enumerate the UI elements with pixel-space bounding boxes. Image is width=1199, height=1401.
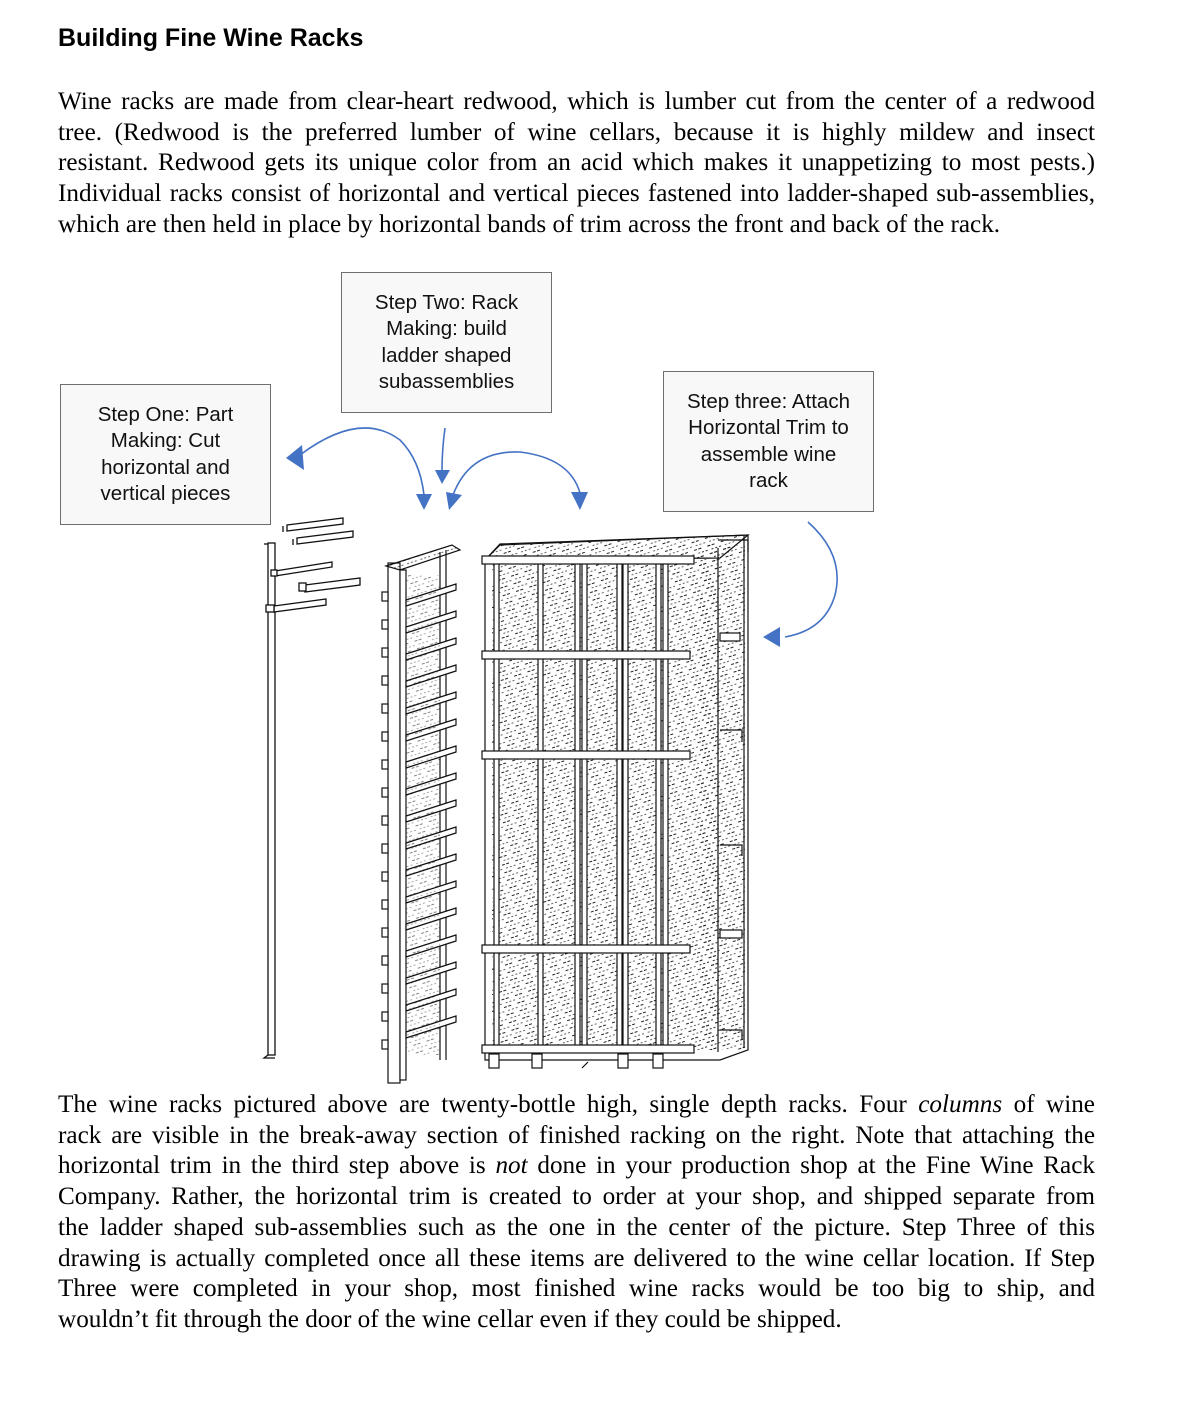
arrowhead-down-icon: [416, 494, 432, 510]
closing-line: the ladder shaped sub-assemblies such as the one in the center of the picture. Step Three of this: [58, 1213, 1095, 1241]
closing-line: Company. Rather, the horizontal trim is created to order at your shop, and shipped separate from: [58, 1183, 1095, 1211]
intro-line: Wine racks are made from clear-heart redwood, which is lumber cut from the center of a redwood: [58, 88, 1095, 115]
intro-line: which are then held in place by horizontal bands of trim across the front and back of the rack.: [58, 210, 1001, 238]
closing-line: [58, 1151, 1095, 1182]
step-one-line: vertical pieces: [100, 482, 231, 505]
step-three-line: rack: [749, 469, 788, 492]
arrowhead-left-icon: [763, 627, 780, 647]
step-one-line: Step One: Part: [97, 402, 234, 426]
step-three-line: assemble wine: [700, 442, 837, 466]
intro-line: tree. (Redwood is the preferred lumber of wine cellars, because it is highly mildew and insect: [58, 118, 1095, 146]
arrowhead-down-icon: [435, 470, 450, 484]
finished-rack-illustration: [482, 535, 748, 1068]
emphasis-not: not: [495, 1152, 528, 1180]
step-two-line: ladder shaped: [381, 343, 512, 367]
closing-line: drawing is actually completed once all these items are delivered to the wine cellar location. If Step: [58, 1244, 1095, 1272]
step-two-line: Step Two: Rack: [374, 290, 519, 314]
step-two-line: subassemblies: [378, 370, 515, 393]
emphasis-columns: columns: [918, 1091, 1003, 1118]
closing-line: rack are visible in the break-away section of finished racking on the right. Note that attaching the: [58, 1121, 1095, 1149]
page-title: Building Fine Wine Racks: [58, 24, 364, 52]
arrow-step2-to-rack: [453, 452, 580, 495]
arrowhead-down-icon: [446, 492, 462, 510]
arrow-step2-down: [442, 428, 445, 470]
text-run: The wine racks pictured above are twenty-bottle high, single depth racks. Four: [58, 1091, 919, 1118]
closing-line: wouldn’t fit through the door of the wine cellar even if they could be shipped.: [58, 1305, 842, 1333]
text-run: horizontal trim in the third step above is: [58, 1152, 496, 1180]
text-run: done in your production shop at the Fine Wine Rack: [527, 1152, 1095, 1180]
step-three-line: Step three: Attach: [687, 389, 850, 413]
text-run: of wine: [1002, 1091, 1095, 1118]
closing-line: [58, 1090, 1095, 1121]
step-one-line: Making: Cut: [110, 429, 221, 452]
step-one-line: horizontal and: [101, 455, 230, 479]
arrow-step1-to-subassembly: [300, 428, 424, 495]
arrowhead-left-icon: [286, 445, 304, 470]
closing-line: Three were completed in your shop, most finished wine racks would be too big to ship, and: [58, 1275, 1095, 1303]
step-three-box: [663, 371, 874, 512]
arrow-step3-to-rack: [785, 522, 837, 637]
step-two-line: Making: build: [386, 317, 507, 340]
arrowhead-down-icon: [571, 492, 588, 510]
step-one-box: [60, 384, 271, 525]
step-three-line: Horizontal Trim to: [688, 416, 849, 439]
intro-line: resistant. Redwood gets its unique color from an acid which makes it unappetizing to most pests.): [58, 149, 1095, 177]
closing-paragraph: [58, 1090, 1095, 1336]
step-two-box: [341, 272, 552, 413]
intro-line: Individual racks consist of horizontal and vertical pieces fastened into ladder-shaped sub-assemblies,: [58, 180, 1095, 208]
cut-pieces-illustration: [264, 518, 360, 1058]
ladder-subassembly-illustration: [382, 545, 460, 1083]
